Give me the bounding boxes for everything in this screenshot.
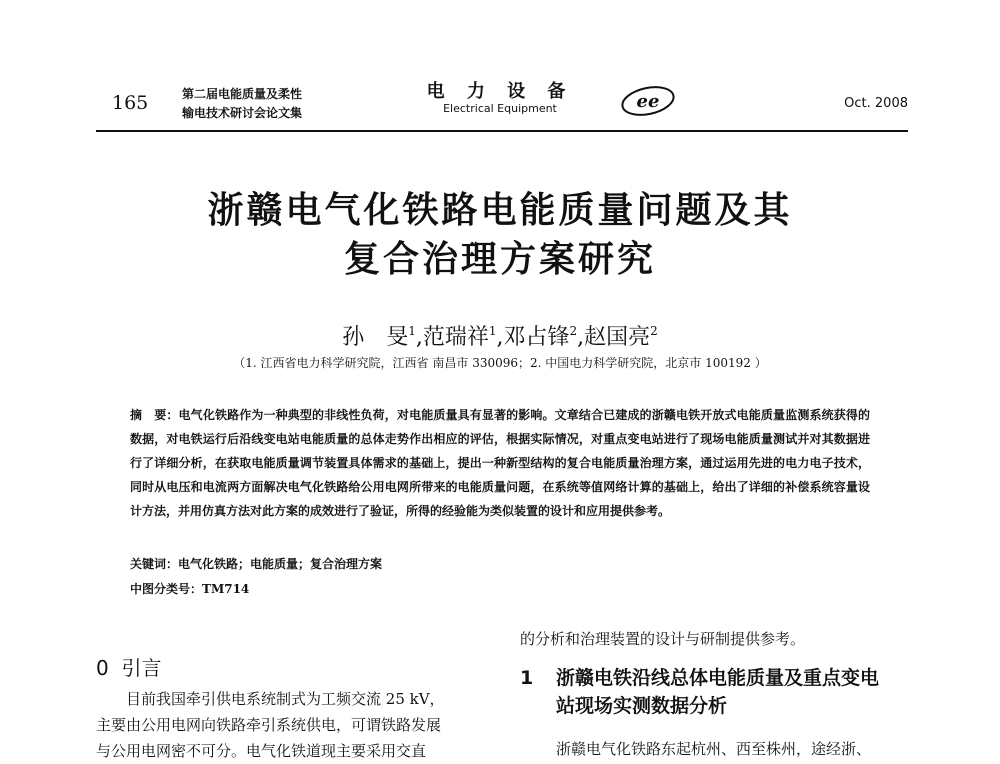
classification-label: 中图分类号： bbox=[130, 582, 203, 596]
body-line: 目前我国牵引供电系统制式为工频交流 25 kV， bbox=[126, 690, 445, 708]
section-title: 引言 bbox=[121, 656, 162, 680]
author-name: 范瑞祥 bbox=[422, 325, 489, 350]
section-title-line1: 浙赣电铁沿线总体电能质量及重点变电 bbox=[556, 667, 880, 689]
body-left-column bbox=[96, 686, 488, 764]
author-name: 孙 旻 bbox=[342, 325, 409, 350]
journal-name-en: Electrical Equipment bbox=[443, 102, 557, 115]
keywords bbox=[130, 555, 382, 572]
page-number: 165 bbox=[112, 92, 149, 114]
body-line: 与公用电网密不可分。电气化铁道现主要采用交直 bbox=[96, 742, 427, 760]
author-affiliation-mark: 1 bbox=[408, 324, 416, 338]
abstract-text: 电气化铁路作为一种典型的非线性负荷，对电能质量具有显著的影响。文章结合已建成的浙赣电铁开放式电能质量监测系统获得的数据，对电铁运行后沿线变电站电能质量的总体走势作出相应的评估，根据实际情况，对重点变电站进行了现场电能质量测试并对其数据进行了详细分析，在获取电能质量调节装置具体需求的基础上，提出一种新型结构的复合电能质量治理方案，通过运用先进的电力电子技术，同时从电压和电流两方面解决电气化铁路给公用电网所带来的电能质量问题，在系统等值网络计算的基础上，给出了详细的补偿系统容量设计方法，并用仿真方法对此方案的成效进行了验证，所得的经验能为类似装置的设计和应用提供参考。 bbox=[130, 408, 870, 518]
section-number: 1 bbox=[520, 667, 534, 689]
keywords-text: 电气化铁路；电能质量；复合治理方案 bbox=[178, 557, 383, 571]
issue-date: Oct. 2008 bbox=[844, 96, 908, 111]
author-separator: , bbox=[577, 325, 585, 350]
body-right-paragraph: 浙赣电气化铁路东起杭州、西至株州，途经浙、 bbox=[556, 740, 872, 758]
header-rule bbox=[96, 130, 908, 132]
author-affiliation-mark: 2 bbox=[569, 324, 578, 338]
section-heading-introduction bbox=[96, 652, 161, 681]
abstract-label: 摘 要： bbox=[130, 408, 179, 422]
author-list bbox=[0, 320, 1000, 351]
author-name: 邓占锋 bbox=[503, 325, 570, 350]
author-affiliation-mark: 1 bbox=[488, 324, 497, 338]
section-number: 0 bbox=[96, 656, 109, 680]
section-title-line2: 站现场实测数据分析 bbox=[556, 695, 728, 717]
conference-name-line2: 输电技术研讨会论文集 bbox=[182, 106, 303, 120]
body-right-line: 的分析和治理装置的设计与研制提供参考。 bbox=[520, 630, 806, 648]
classification-number bbox=[130, 580, 249, 597]
abstract bbox=[130, 403, 870, 523]
classification-text: TM714 bbox=[202, 582, 250, 596]
journal-name-cn: 电 力 设 备 bbox=[426, 81, 574, 102]
author-affiliations: （1. 江西省电力科学研究院，江西省 南昌市 330096；2. 中国电力科学研究院，北京市 100192 ） bbox=[233, 356, 767, 370]
paper-title-line2: 复合治理方案研究 bbox=[343, 238, 656, 280]
journal-logo-text: ee bbox=[636, 91, 660, 112]
author-name: 赵国亮 bbox=[584, 325, 651, 350]
author-affiliation-mark: 2 bbox=[650, 324, 658, 338]
paper-title-line1: 浙赣电气化铁路电能质量问题及其 bbox=[207, 189, 793, 231]
keywords-label: 关键词： bbox=[130, 557, 179, 571]
body-line: 主要由公用电网向铁路牵引系统供电，可谓铁路发展 bbox=[96, 716, 442, 734]
section-title bbox=[556, 664, 928, 720]
author-separator: , bbox=[496, 325, 504, 350]
author-separator: , bbox=[415, 325, 423, 350]
conference-name-line1: 第二届电能质量及柔性 bbox=[182, 87, 303, 101]
journal-logo-icon bbox=[619, 84, 677, 118]
